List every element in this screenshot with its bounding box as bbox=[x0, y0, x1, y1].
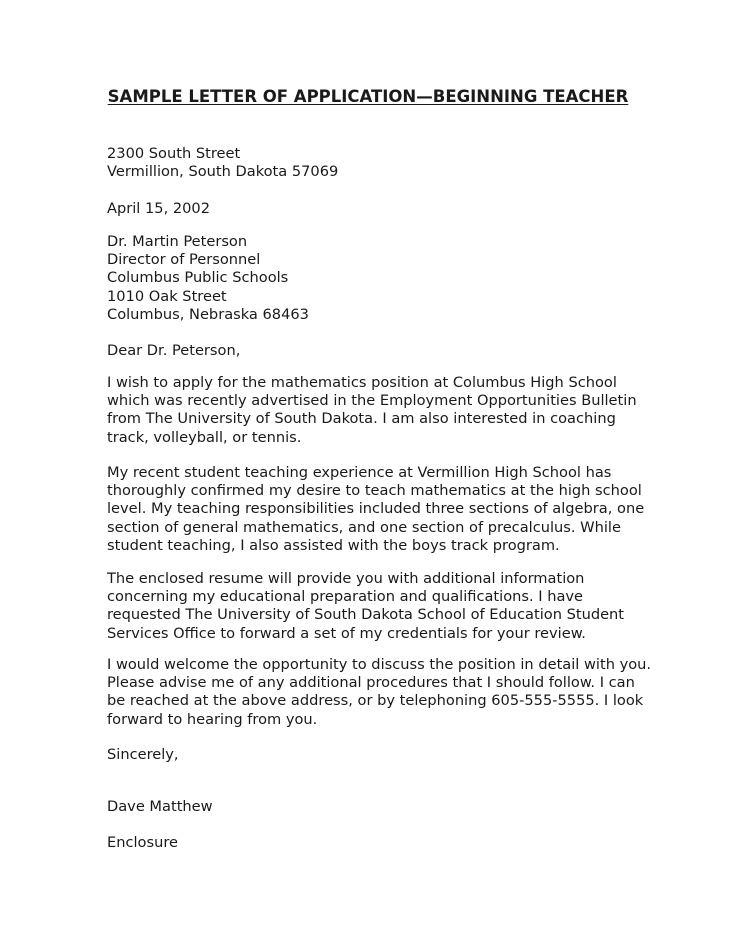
enclosure-note bbox=[107, 834, 647, 852]
recipient-name: Dr. Martin Peterson bbox=[107, 233, 248, 250]
closing bbox=[107, 746, 647, 764]
enclosure-text: Enclosure bbox=[107, 834, 178, 851]
paragraph-2 bbox=[107, 464, 647, 555]
paragraph-4 bbox=[107, 656, 652, 729]
paragraph-line: track, volleyball, or tennis. bbox=[107, 428, 302, 446]
paragraph-line: student teaching, I also assisted with the boys track program. bbox=[107, 536, 560, 554]
paragraph-line: forward to hearing from you. bbox=[107, 710, 318, 728]
paragraph-line: requested The University of South Dakota School of Education Student bbox=[107, 606, 625, 624]
sender-address bbox=[107, 145, 647, 181]
paragraph-line: level. My teaching responsibilities included three sections of algebra, one bbox=[107, 500, 645, 518]
paragraph-line: thoroughly confirmed my desire to teach mathematics at the high school bbox=[107, 482, 642, 500]
recipient-street: 1010 Oak Street bbox=[107, 287, 227, 305]
recipient-title: Director of Personnel bbox=[107, 251, 261, 269]
paragraph-line: be reached at the above address, or by telephoning 605-555-5555. I look bbox=[107, 692, 644, 710]
paragraph-line: from The University of South Dakota. I am also interested in coaching bbox=[107, 410, 616, 428]
salutation bbox=[107, 342, 647, 360]
date-text: April 15, 2002 bbox=[107, 200, 210, 217]
paragraph-line: Services Office to forward a set of my credentials for your review. bbox=[107, 624, 586, 642]
paragraph-1 bbox=[107, 374, 647, 447]
recipient-city: Columbus, Nebraska 68463 bbox=[107, 305, 309, 323]
paragraph-line: I wish to apply for the mathematics position at Columbus High School bbox=[107, 374, 617, 391]
paragraph-line: I would welcome the opportunity to discuss the position in detail with you. bbox=[107, 656, 652, 673]
paragraph-line: concerning my educational preparation and qualifications. I have bbox=[107, 588, 584, 606]
paragraph-line: Please advise me of any additional procedures that I should follow. I can bbox=[107, 674, 635, 692]
signature-name: Dave Matthew bbox=[107, 798, 213, 815]
paragraph-3 bbox=[107, 570, 647, 643]
paragraph-line: My recent student teaching experience at Vermillion High School has bbox=[107, 464, 612, 481]
sender-city: Vermillion, South Dakota 57069 bbox=[107, 163, 339, 181]
recipient-address bbox=[107, 233, 647, 324]
signature bbox=[107, 798, 647, 816]
sender-street: 2300 South Street bbox=[107, 145, 241, 162]
recipient-organization: Columbus Public Schools bbox=[107, 269, 289, 287]
paragraph-line: which was recently advertised in the Employment Opportunities Bulletin bbox=[107, 392, 637, 410]
letter-title: SAMPLE LETTER OF APPLICATION—BEGINNING TEACHER bbox=[107, 87, 629, 106]
paragraph-line: The enclosed resume will provide you with additional information bbox=[107, 570, 585, 587]
closing-text: Sincerely, bbox=[107, 746, 179, 763]
salutation-text: Dear Dr. Peterson, bbox=[107, 342, 241, 359]
paragraph-line: section of general mathematics, and one section of precalculus. While bbox=[107, 518, 621, 536]
letter-date bbox=[107, 200, 647, 218]
